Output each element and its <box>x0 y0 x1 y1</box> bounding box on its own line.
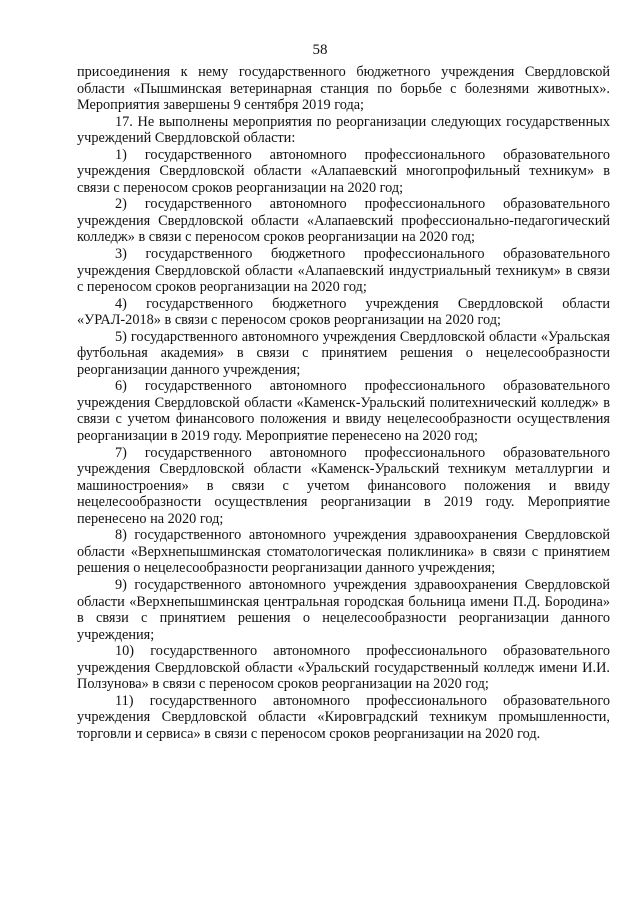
page-number: 58 <box>312 42 328 58</box>
list-item-4: 4) государственного бюджетного учреждения Свердловской области «УРАЛ-2018» в связи с переносом сроков реорганизации на 2020 год; <box>77 295 610 329</box>
list-item-11: 11) государственного автономного профессионального образовательного учреждения Свердловской области «Кировградский техникум промышленности, торговли и сервиса» в связи с переносом сроков реорганизации на 2020 год. <box>77 692 610 742</box>
list-item-3: 3) государственного бюджетного профессионального образовательного учреждения Свердловской области «Алапаевский индустриальный техникум» в связи с переносом сроков реорганизации на 2020 год; <box>77 246 610 296</box>
document-body <box>77 64 610 742</box>
list-item-8: 8) государственного автономного учреждения здравоохранения Свердловской области «Верхнепышминская стоматологическая поликлиника» в связи с принятием решения о нецелесообразности реорганизации данного учреждения; <box>77 527 610 577</box>
list-item-7: 7) государственного автономного профессионального образовательного учреждения Свердловской области «Каменск-Уральский техникум металлургии и машиностроения» в связи с учетом финансового положения и ввиду нецелесообразности осуществления реорганизации в 2019 году. Мероприятие перенесено на 2020 год; <box>77 444 610 527</box>
list-item-9: 9) государственного автономного учреждения здравоохранения Свердловской области «Верхнепышминская центральная городская больница имени П.Д. Бородина» в связи с принятием решения о нецелесообразности реорганизации данного учреждения; <box>77 576 610 643</box>
list-item-1: 1) государственного автономного профессионального образовательного учреждения Свердловской области «Алапаевский многопрофильный техникум» в связи с переносом сроков реорганизации на 2020 год; <box>77 146 610 196</box>
list-item-6: 6) государственного автономного профессионального образовательного учреждения Свердловской области «Каменск-Уральский политехнический колледж» в связи с учетом финансового положения и ввиду нецелесообразности осуществления реорганизации в 2019 году. Мероприятие перенесено на 2020 год; <box>77 378 610 445</box>
paragraph-item-17: 17. Не выполнены мероприятия по реорганизации следующих государственных учреждений Свердловской области: <box>77 113 610 147</box>
list-item-10: 10) государственного автономного профессионального образовательного учреждения Свердловской области «Уральский государственный колледж имени И.И. Ползунова» в связи с переносом сроков реорганизации на 2020 год; <box>77 643 610 693</box>
paragraph-continuation: присоединения к нему государственного бюджетного учреждения Свердловской области «Пышминская ветеринарная станция по борьбе с болезнями животных». Мероприятия завершены 9 сентября 2019 года; <box>77 64 610 114</box>
list-item-5: 5) государственного автономного учреждения Свердловской области «Уральская футбольная академия» в связи с принятием решения о нецелесообразности реорганизации данного учреждения; <box>77 328 610 378</box>
list-item-2: 2) государственного автономного профессионального образовательного учреждения Свердловской области «Алапаевский профессионально-педагогический колледж» в связи с переносом сроков реорганизации на 2020 год; <box>77 196 610 246</box>
